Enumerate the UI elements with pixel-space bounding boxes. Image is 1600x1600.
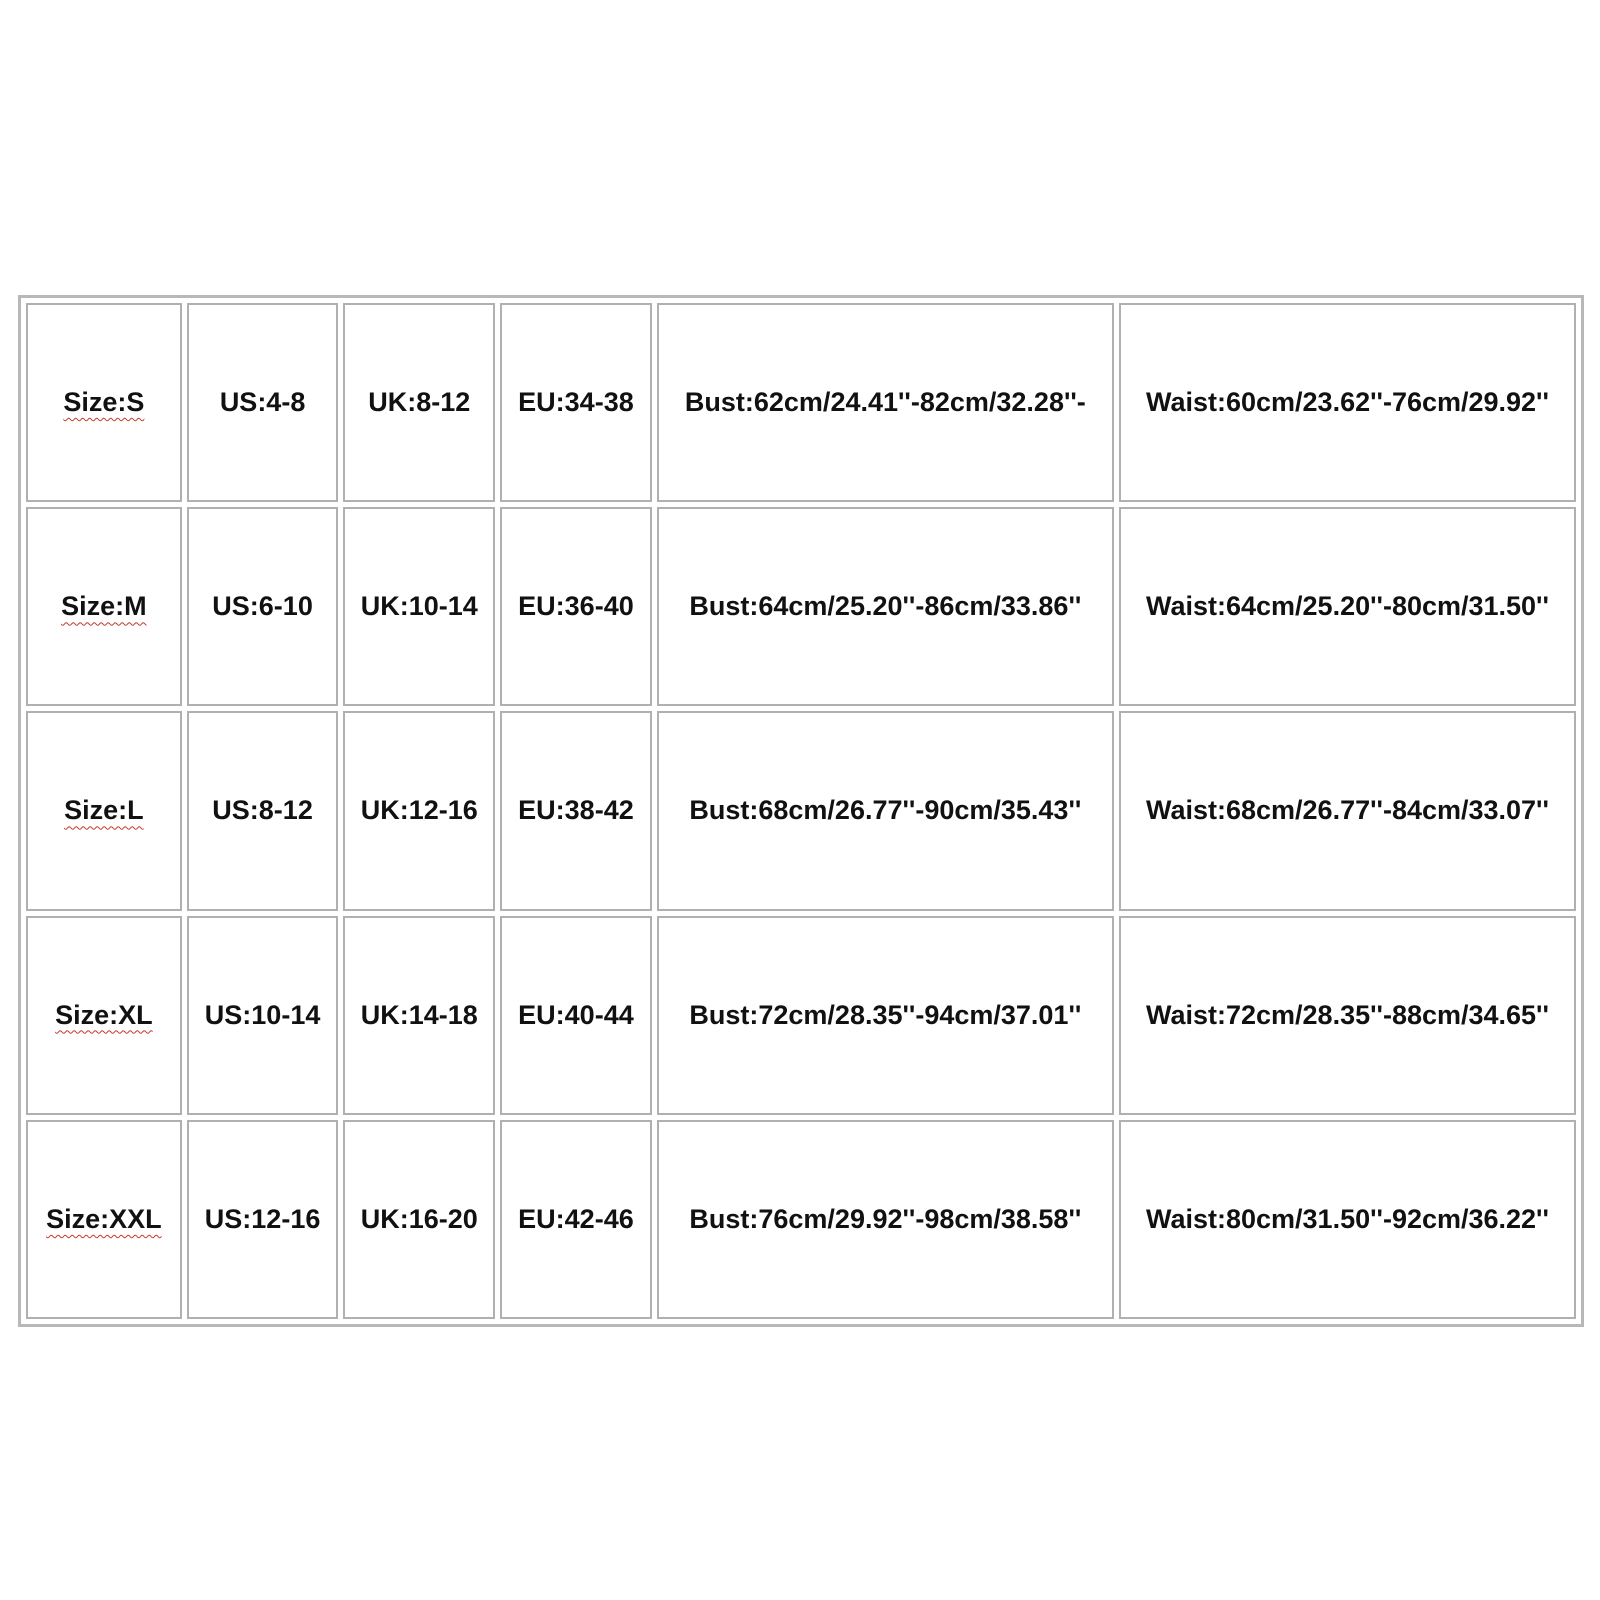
us-size-cell: US:8-12 (187, 711, 339, 910)
eu-size-cell: EU:42-46 (500, 1120, 652, 1319)
us-size-cell: US:12-16 (187, 1120, 339, 1319)
us-size-cell: US:4-8 (187, 303, 339, 502)
waist-cell: Waist:72cm/28.35''-88cm/34.65'' (1119, 916, 1576, 1115)
waist-cell: Waist:64cm/25.20''-80cm/31.50'' (1119, 507, 1576, 706)
bust-cell: Bust:62cm/24.41''-82cm/32.28''- (657, 303, 1114, 502)
size-label: Size:M (61, 591, 147, 622)
size-label: Size:XL (55, 999, 153, 1030)
bust-cell: Bust:72cm/28.35''-94cm/37.01'' (657, 916, 1114, 1115)
eu-size-cell: EU:36-40 (500, 507, 652, 706)
size-cell (26, 303, 182, 502)
eu-size-cell: EU:34-38 (500, 303, 652, 502)
size-label: Size:L (64, 795, 144, 826)
uk-size-cell: UK:10-14 (343, 507, 495, 706)
table-row (26, 507, 1576, 706)
table-row (26, 303, 1576, 502)
size-label: Size:XXL (46, 1203, 162, 1234)
waist-cell: Waist:80cm/31.50''-92cm/36.22'' (1119, 1120, 1576, 1319)
bust-cell: Bust:68cm/26.77''-90cm/35.43'' (657, 711, 1114, 910)
uk-size-cell: UK:14-18 (343, 916, 495, 1115)
waist-cell: Waist:60cm/23.62''-76cm/29.92'' (1119, 303, 1576, 502)
size-cell (26, 1120, 182, 1319)
table-row (26, 711, 1576, 910)
eu-size-cell: EU:40-44 (500, 916, 652, 1115)
us-size-cell: US:10-14 (187, 916, 339, 1115)
uk-size-cell: UK:8-12 (343, 303, 495, 502)
us-size-cell: US:6-10 (187, 507, 339, 706)
size-label: Size:S (63, 387, 145, 418)
size-chart-table (21, 298, 1581, 1324)
waist-cell: Waist:68cm/26.77''-84cm/33.07'' (1119, 711, 1576, 910)
uk-size-cell: UK:16-20 (343, 1120, 495, 1319)
size-cell (26, 711, 182, 910)
size-chart (18, 295, 1584, 1327)
eu-size-cell: EU:38-42 (500, 711, 652, 910)
bust-cell: Bust:76cm/29.92''-98cm/38.58'' (657, 1120, 1114, 1319)
bust-cell: Bust:64cm/25.20''-86cm/33.86'' (657, 507, 1114, 706)
table-row (26, 1120, 1576, 1319)
uk-size-cell: UK:12-16 (343, 711, 495, 910)
table-row (26, 916, 1576, 1115)
size-cell (26, 916, 182, 1115)
size-cell (26, 507, 182, 706)
